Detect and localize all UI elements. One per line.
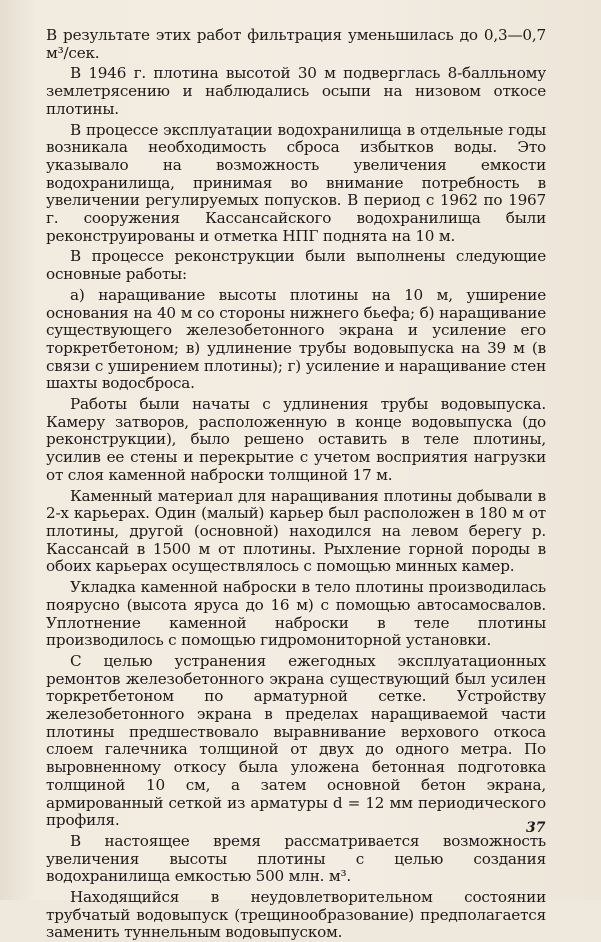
paragraph: Находящийся в неудовлетворительном состоянии трубчатый водовыпуск (трещинообразование) предполагается заменить туннельным водовыпуском. [46,888,546,942]
paragraph: В результате этих работ фильтрация уменьшилась до 0,3—0,7 м³/сек. [46,26,546,62]
paragraph: Работы были начаты с удлинения трубы водовыпуска. Камеру затворов, расположенную в конце водовыпуска (до реконструкции), было решено оставить в теле плотины, усилив ее стены и перекрытие с учетом восприятия нагрузки от слоя каменной наброски толщиной 17 м. [46,395,546,484]
paragraph: В 1946 г. плотина высотой 30 м подверглась 8-балльному землетрясению и наблюдались осыпи на низовом откосе плотины. [46,64,546,118]
paragraph: Каменный материал для наращивания плотины добывали в 2-х карьерах. Один (малый) карьер был расположен в 180 м от плотины, другой (основной) находился на левом берегу р. Кассансай в 1500 м от плотины. Рыхление горной породы в обоих карьерах осуществлялось с помощью минных камер. [46,486,546,576]
paragraph: В процессе реконструкции были выполнены следующие основные работы: [46,247,546,284]
body-text [46,27,546,942]
paragraph: В настоящее время рассматривается возможность увеличения высоты плотины с целью создания водохранилища емкостью 500 млн. м³. [46,831,546,886]
paragraph: Укладка каменной наброски в тело плотины производилась поярусно (высота яруса до 16 м) с помощью автосамосвалов. Уплотнение каменной наброски в теле плотины производилось с помощью гидромониторной установки. [46,578,546,650]
paragraph: С целью устранения ежегодных эксплуатационных ремонтов железобетонного экрана существующий был усилен торкретбетоном по арматурной сетке. Устройству железобетонного экрана в пределах наращиваемой части плотины предшествовало выравнивание верхового откоса слоем галечника толщиной от двух до одного метра. По выровненному откосу была уложена бетонная подготовка толщиной 10 см, а затем основной бетон экрана, армированный сеткой из арматуры d = 12 мм периодического профиля. [46,651,546,830]
paragraph: В процессе эксплуатации водохранилища в отдельные годы возникала необходимость сброса избытков воды. Это указывало на возможность увеличения емкости водохранилища, принимая во внимание потребность в увеличении регулируемых попусков. В период с 1962 по 1967 г. сооружения Кассансайского водохранилища были реконструированы и отметка НПГ поднята на 10 м. [46,120,546,245]
page-number: 37 [526,820,546,836]
paragraph: а) наращивание высоты плотины на 10 м, уширение основания на 40 м со стороны нижнего бьефа; б) наращивание существующего железобетонного экрана и усиление его торкретбетоном; в) удлинение трубы водовыпуска на 39 м (в связи с уширением плотины); г) усиление и наращивание стен шахты водосброса. [46,285,546,393]
